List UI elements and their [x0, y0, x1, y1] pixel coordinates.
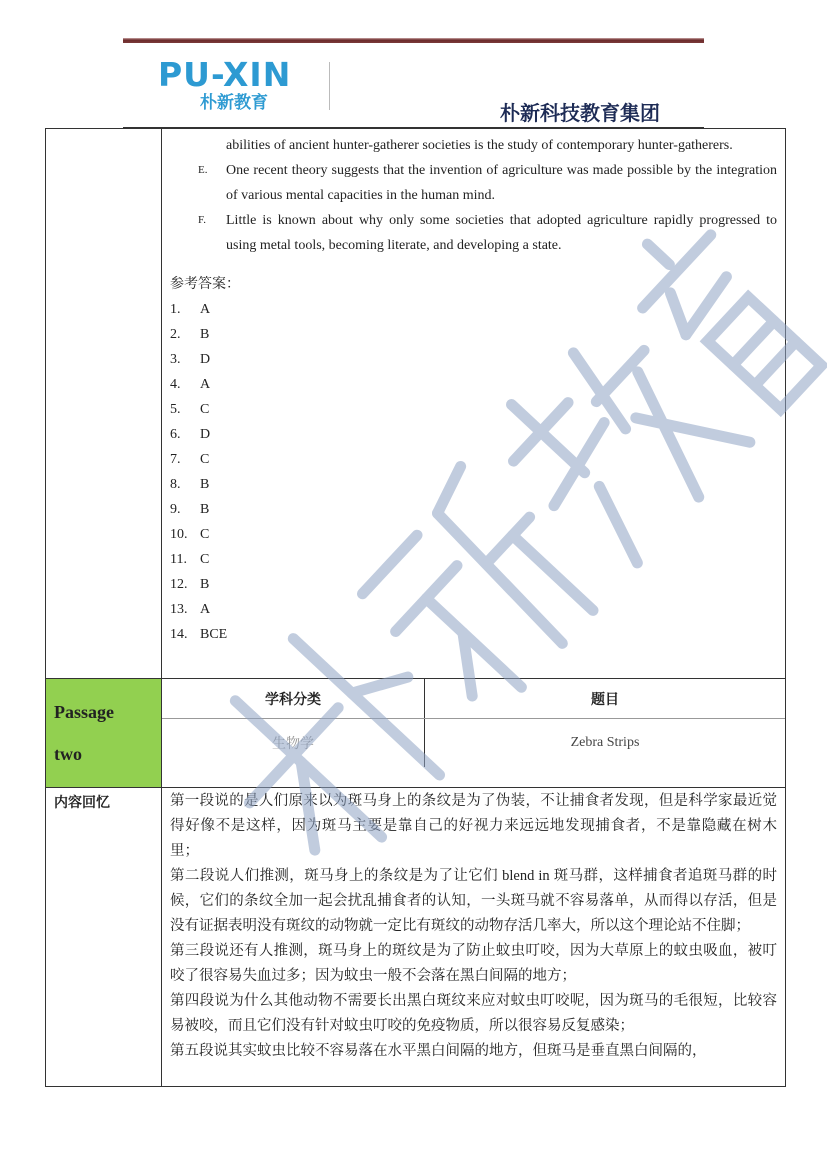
content-paragraph: 第二段说人们推测，斑马身上的条纹是为了让它们 blend in 斑马群，这样捕食者追斑马群的时候，它们的条纹全加一起会扰乱捕食者的认知，一头斑马就不容易落单，从而得以存活，但是没有证据表明没有斑纹的动物就一定比有斑纹的动物存活几率大，所以这个理论站不住脚；: [170, 868, 777, 934]
subject-value: 生物学: [162, 719, 425, 768]
answer-value: B: [200, 477, 210, 492]
answer-number: 2.: [170, 327, 181, 342]
answer-item: [170, 472, 777, 497]
answer-value: C: [200, 527, 210, 542]
option-text: One recent theory suggests that the invention of agriculture was made possible by the integration of various mental capacities in the human mind.: [226, 163, 777, 203]
answer-number: 12.: [170, 577, 188, 592]
answer-item: [170, 297, 777, 322]
puxin-logo: [158, 55, 292, 114]
subject-header: 学科分类: [162, 679, 425, 719]
answer-number: 11.: [170, 552, 187, 567]
answer-value: B: [200, 502, 210, 517]
answer-value: C: [200, 452, 210, 467]
passage-label-line1: Passage: [54, 702, 114, 722]
content-recall: [162, 788, 786, 1087]
option-item: [170, 158, 777, 208]
options-answers-cell: [162, 129, 786, 679]
passage-row: [46, 679, 786, 788]
answers-title: 参考答案：: [170, 277, 240, 292]
content-label: 内容回忆: [46, 788, 162, 1087]
passage-info: [162, 679, 785, 767]
answer-value: B: [200, 577, 210, 592]
title-header: 题目: [425, 679, 786, 719]
answer-number: 4.: [170, 377, 181, 392]
answer-item: [170, 422, 777, 447]
answer-item: [170, 397, 777, 422]
logo-divider: [329, 62, 330, 110]
answers-list: [170, 297, 777, 647]
answer-item: [170, 572, 777, 597]
answer-item: [170, 322, 777, 347]
content-row: [46, 788, 786, 1087]
answer-value: D: [200, 427, 211, 442]
answer-item: [170, 447, 777, 472]
answer-value: A: [200, 377, 211, 392]
answer-value: C: [200, 552, 210, 567]
option-label: F.: [198, 214, 206, 226]
answer-item: [170, 547, 777, 572]
answer-number: 10.: [170, 527, 188, 542]
answer-item: [170, 597, 777, 622]
empty-cell: [46, 129, 162, 679]
answer-number: 3.: [170, 352, 181, 367]
answer-item: [170, 622, 777, 647]
content-paragraph: 第四段说为什么其他动物不需要长出黑白斑纹来应对蚊虫叮咬呢，因为斑马的毛很短，比较容易被咬，而且它们没有针对蚊虫叮咬的免疫物质，所以很容易反复感染；: [170, 993, 777, 1034]
logo-text: PU-XIN: [158, 55, 292, 94]
answer-value: A: [200, 602, 211, 617]
answer-item: [170, 372, 777, 397]
answer-number: 9.: [170, 502, 181, 517]
title-value: Zebra Strips: [570, 735, 640, 750]
answer-number: 14.: [170, 627, 188, 642]
answer-number: 1.: [170, 302, 181, 317]
answer-value: D: [200, 352, 211, 367]
answers-row: [46, 129, 786, 679]
answer-number: 6.: [170, 427, 181, 442]
option-label: E.: [198, 164, 208, 176]
content-paragraph: 第一段说的是人们原来以为斑马身上的条纹是为了伪装，不让捕食者发现，但是科学家最近觉得好像不是这样，因为斑马主要是靠自己的好视力来远远地发现捕食者，不是靠隐藏在树木里；: [170, 793, 777, 859]
option-item: [170, 133, 777, 158]
answer-number: 8.: [170, 477, 181, 492]
group-name: 朴新科技教育集团: [500, 101, 660, 125]
option-text: Little is known about why only some societies that adopted agriculture rapidly progressed to using metal tools, becoming literate, and developing a state.: [226, 213, 777, 253]
answer-item: [170, 347, 777, 372]
logo-subtext: 朴新教育: [200, 93, 268, 113]
options-list: [162, 129, 785, 258]
passage-label-line2: two: [54, 744, 82, 764]
answer-item: [170, 522, 777, 547]
passage-info-cell: [162, 679, 786, 788]
answer-number: 7.: [170, 452, 181, 467]
header-rule: [123, 38, 704, 43]
passage-label: [46, 679, 162, 788]
answer-number: 5.: [170, 402, 181, 417]
answer-value: BCE: [200, 627, 228, 642]
answer-value: B: [200, 327, 210, 342]
option-item: [170, 208, 777, 258]
option-label: [170, 133, 226, 158]
content-paragraph: 第三段说还有人推测，斑马身上的斑纹是为了防止蚊虫叮咬，因为大草原上的蚊虫吸血，被叮咬了很容易失血过多；因为蚊虫一般不会落在黑白间隔的地方；: [170, 943, 777, 984]
answer-value: C: [200, 402, 210, 417]
answer-item: [170, 497, 777, 522]
answer-value: A: [200, 302, 211, 317]
answer-number: 13.: [170, 602, 188, 617]
option-text: abilities of ancient hunter-gatherer societies is the study of contemporary hunter-gatherers.: [226, 138, 733, 153]
content-table: [45, 128, 786, 1087]
content-paragraph: 第五段说其实蚊虫比较不容易落在水平黑白间隔的地方，但斑马是垂直黑白间隔的，: [170, 1043, 707, 1059]
